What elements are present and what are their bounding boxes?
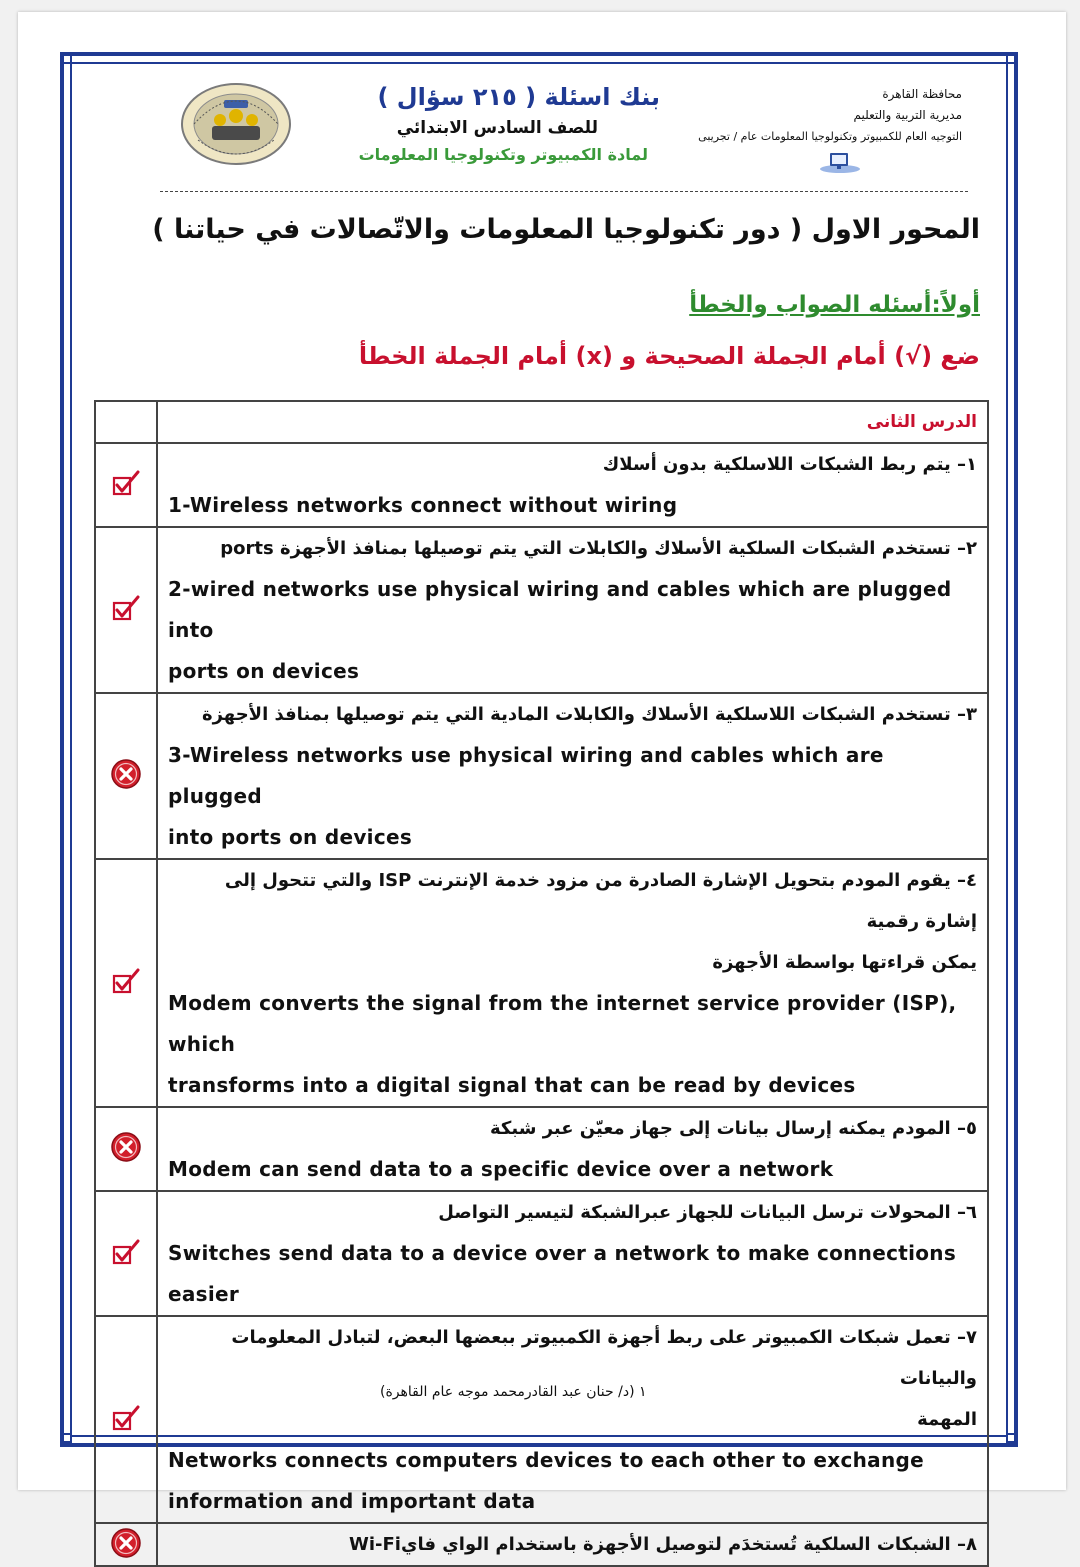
question-arabic-text: ٣– تستخدم الشبكات اللاسلكية الأسلاك والكابلات المادية التي يتم توصيلها بمنافذ الأجهزة	[201, 704, 977, 725]
question-row	[95, 1191, 988, 1316]
answer-mark-cell	[95, 1191, 157, 1316]
question-english-text: Modem can send data to a specific device over a network	[168, 1157, 834, 1181]
checkmark-box-icon	[111, 469, 141, 497]
ministry-seal-logo	[180, 82, 292, 166]
question-text-cell	[157, 1523, 988, 1566]
question-row	[95, 1316, 988, 1523]
header-authority	[672, 84, 962, 147]
question-arabic-text: المهمة	[917, 1409, 977, 1430]
question-english-text: 2-wired networks use physical wiring and cables which are plugged into	[168, 577, 952, 642]
lesson-cell	[157, 401, 988, 443]
question-english-text: into ports on devices	[168, 825, 413, 849]
question-arabic-text: ٨– الشبكات السلكية تُستخدَم لتوصيل الأجهزة باستخدام الواي فايWi-Fi	[349, 1534, 977, 1555]
question-text-cell	[157, 527, 988, 693]
answer-mark-cell	[95, 693, 157, 859]
question-arabic-text: ٢– تستخدم الشبكات السلكية الأسلاك والكابلات التي يتم توصيلها بمنافذ الأجهزة ports	[220, 538, 977, 559]
question-english-text: Networks connects computers devices to each other to exchange	[168, 1448, 924, 1472]
header-title-block	[300, 80, 660, 168]
answer-mark-cell	[95, 527, 157, 693]
grade-label: للصف السادس الابتدائي	[396, 118, 598, 138]
question-text-cell	[157, 693, 988, 859]
axis-title: المحور الاول ( دور تكنولوجيا المعلومات والاتّصالات في حياتنا )	[152, 214, 980, 245]
answer-mark-cell	[95, 1523, 157, 1566]
answer-mark-cell	[95, 859, 157, 1107]
header-line: محافظة القاهرة	[882, 87, 962, 101]
question-row	[95, 527, 988, 693]
lesson-header-row	[95, 401, 988, 443]
checkmark-box-icon	[111, 1404, 141, 1432]
question-arabic-text: ٧– تعمل شبكات الكمبيوتر على ربط أجهزة الكمبيوتر ببعضها البعض، لتبادل المعلومات والبيانات	[231, 1327, 977, 1389]
checkmark-box-icon	[111, 967, 141, 995]
x-circle-icon	[110, 1131, 142, 1163]
question-arabic-text: ١– يتم ربط الشبكات اللاسلكية بدون أسلاك	[602, 454, 977, 475]
question-row	[95, 443, 988, 527]
question-row	[95, 1523, 988, 1566]
answer-mark-cell	[95, 443, 157, 527]
answer-mark-cell	[95, 1316, 157, 1523]
section-title: أولاً:أسئله الصواب والخطأ	[689, 292, 980, 318]
question-arabic-text: ٥– المودم يمكنه إرسال بيانات إلى جهاز معيّن عبر شبكة	[490, 1118, 977, 1139]
x-circle-icon	[110, 758, 142, 790]
lesson-title: الدرس الثانى	[866, 412, 977, 432]
header-divider	[160, 191, 968, 192]
question-text-cell	[157, 859, 988, 1107]
question-english-text: Switches send data to a device over a network to make connections	[168, 1241, 957, 1265]
question-bank-title: بنك اسئلة ( ٢١٥ سؤال )	[377, 83, 660, 111]
border-corner	[62, 54, 72, 64]
checkmark-box-icon	[111, 594, 141, 622]
question-english-text: transforms into a digital signal that can be read by devices	[168, 1073, 856, 1097]
question-text-cell	[157, 1107, 988, 1191]
computer-icon	[818, 152, 862, 174]
question-english-text: 1-Wireless networks connect without wiring	[168, 493, 678, 517]
checkmark-box-icon	[111, 1238, 141, 1266]
subject-label: لمادة الكمبيوتر وتكنولوجيا المعلومات	[358, 145, 648, 164]
instruction-text: ضع (√) أمام الجملة الصحيحة و (x) أمام الجملة الخطأ	[358, 342, 980, 370]
border-corner	[1006, 1433, 1016, 1443]
question-text-cell	[157, 1191, 988, 1316]
question-english-text: ports on devices	[168, 659, 360, 683]
question-text-cell	[157, 443, 988, 527]
question-row	[95, 859, 988, 1107]
question-arabic-text: يمكن قراءتها بواسطة الأجهزة	[712, 952, 977, 973]
border-corner	[1006, 54, 1016, 64]
question-english-text: information and important data	[168, 1489, 536, 1513]
question-row	[95, 693, 988, 859]
question-english-text: easier	[168, 1282, 240, 1306]
question-english-text: Modem converts the signal from the internet service provider (ISP), which	[168, 991, 957, 1056]
page-footer: ١ (د/ حنان عبد القادرمحمد موجه عام القاهرة)	[380, 1384, 647, 1400]
header-line: مديرية التربية والتعليم	[853, 108, 962, 122]
question-arabic-text: ٤– يقوم المودم بتحويل الإشارة الصادرة من مزود خدمة الإنترنت ISP والتي تتحول إلى إشارة رقمية	[224, 870, 977, 932]
question-arabic-text: ٦– المحولات ترسل البيانات للجهاز عبرالشبكة لتيسير التواصل	[438, 1202, 977, 1223]
mark-cell	[95, 401, 157, 443]
border-corner	[62, 1433, 72, 1443]
question-row	[95, 1107, 988, 1191]
x-circle-icon	[110, 1527, 142, 1559]
answer-mark-cell	[95, 1107, 157, 1191]
header-line: التوجيه العام للكمبيوتر وتكنولوجيا المعلومات عام / تجريبى	[698, 130, 962, 143]
question-text-cell	[157, 1316, 988, 1523]
question-english-text: 3-Wireless networks use physical wiring and cables which are plugged	[168, 743, 884, 808]
